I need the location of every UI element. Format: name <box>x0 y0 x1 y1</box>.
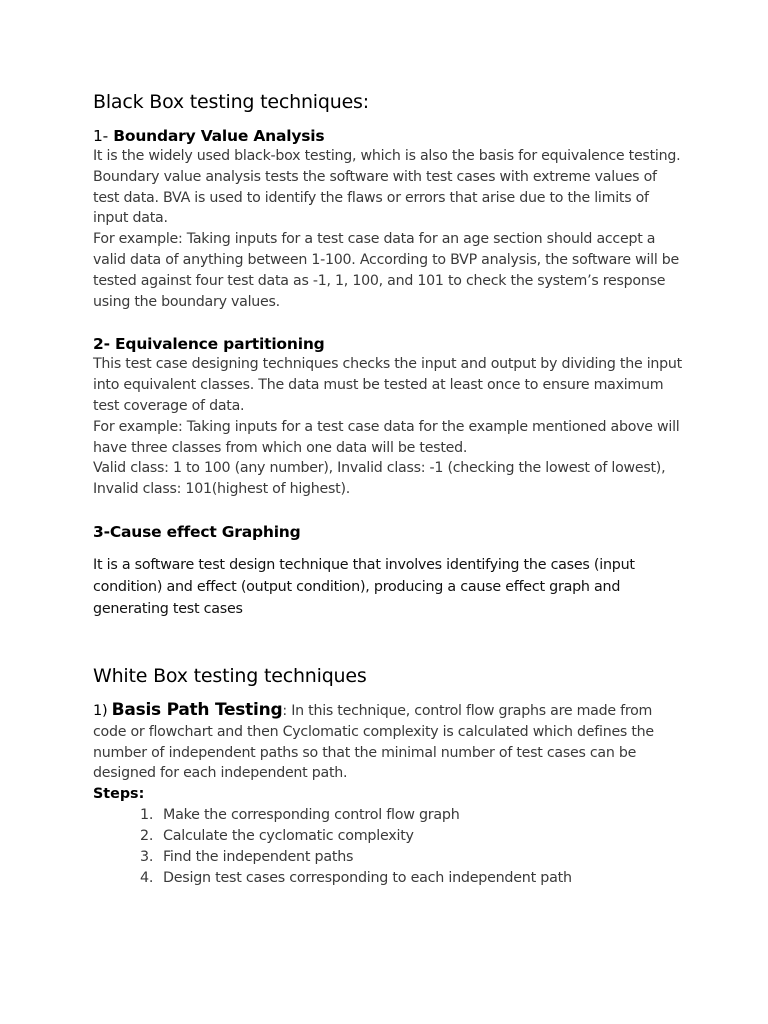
section-heading-equivalence <box>93 334 683 354</box>
paragraph: For example: Taking inputs for a test case data for an age section should accept a valid data of anything between 1-100. According to BVP analysis, the software will be tested against four test data as -1, 1, 100, and 101 to check the system’s response using the boundary values. <box>93 231 680 310</box>
list-item-text: Make the corresponding control flow graph <box>163 807 460 824</box>
steps-list <box>93 805 683 888</box>
list-marker: 1. <box>140 807 154 824</box>
document-page <box>93 88 683 888</box>
section-number: 1- <box>93 127 109 145</box>
list-item <box>93 847 683 868</box>
basis-path-paragraph <box>93 700 683 784</box>
list-item-text: Calculate the cyclomatic complexity <box>163 827 414 844</box>
paragraph: It is a software test design technique that involves identifying the cases (input condition) and effect (output condition), producing a cause effect graph and generating test cases <box>93 556 635 617</box>
section-heading-cause-effect <box>93 522 683 542</box>
list-item <box>93 868 683 889</box>
list-item-text: Find the independent paths <box>163 848 354 865</box>
paragraph: It is the widely used black-box testing, which is also the basis for equivalence testing. Boundary value analysis tests the software with test cases with extreme values of test data. BVA is used to identify the flaws or errors that arise due to the limits of input data. <box>93 148 681 227</box>
paragraph: For example: Taking inputs for a test case data for the example mentioned above will have three classes from which one data will be tested. <box>93 418 680 456</box>
section-number: 3- <box>93 522 110 541</box>
item-number: 1) <box>93 702 108 719</box>
section-title: Boundary Value Analysis <box>113 127 325 145</box>
list-item-text: Design test cases corresponding to each independent path <box>163 869 572 886</box>
item-text: In this technique, control flow graphs are made from code or flowchart and then Cyclomatic complexity is calculated which defines the number of independent paths so that the minimal number of test cases can be designed for each independent path. <box>93 702 654 782</box>
list-marker: 3. <box>140 848 154 865</box>
section-number: 2- <box>93 335 110 354</box>
paragraph: This test case designing techniques checks the input and output by dividing the input into equivalent classes. The data must be tested at least once to ensure maximum test coverage of data. <box>93 356 682 414</box>
item-heading: Basis Path Testing <box>111 699 283 720</box>
section-title: Equivalence partitioning <box>115 335 325 354</box>
steps-label: Steps: <box>93 786 145 803</box>
paragraph: Valid class: 1 to 100 (any number), Invalid class: -1 (checking the lowest of lowest), Invalid class: 101(highest of highest). <box>93 460 666 498</box>
section-heading-bva <box>93 126 683 146</box>
list-marker: 4. <box>140 869 154 886</box>
section-title: Cause effect Graphing <box>109 522 301 541</box>
black-box-title: Black Box testing techniques: <box>93 91 369 113</box>
list-item <box>93 805 683 826</box>
list-marker: 2. <box>140 827 154 844</box>
list-item <box>93 826 683 847</box>
white-box-title: White Box testing techniques <box>93 664 367 687</box>
item-colon: : <box>282 702 287 719</box>
